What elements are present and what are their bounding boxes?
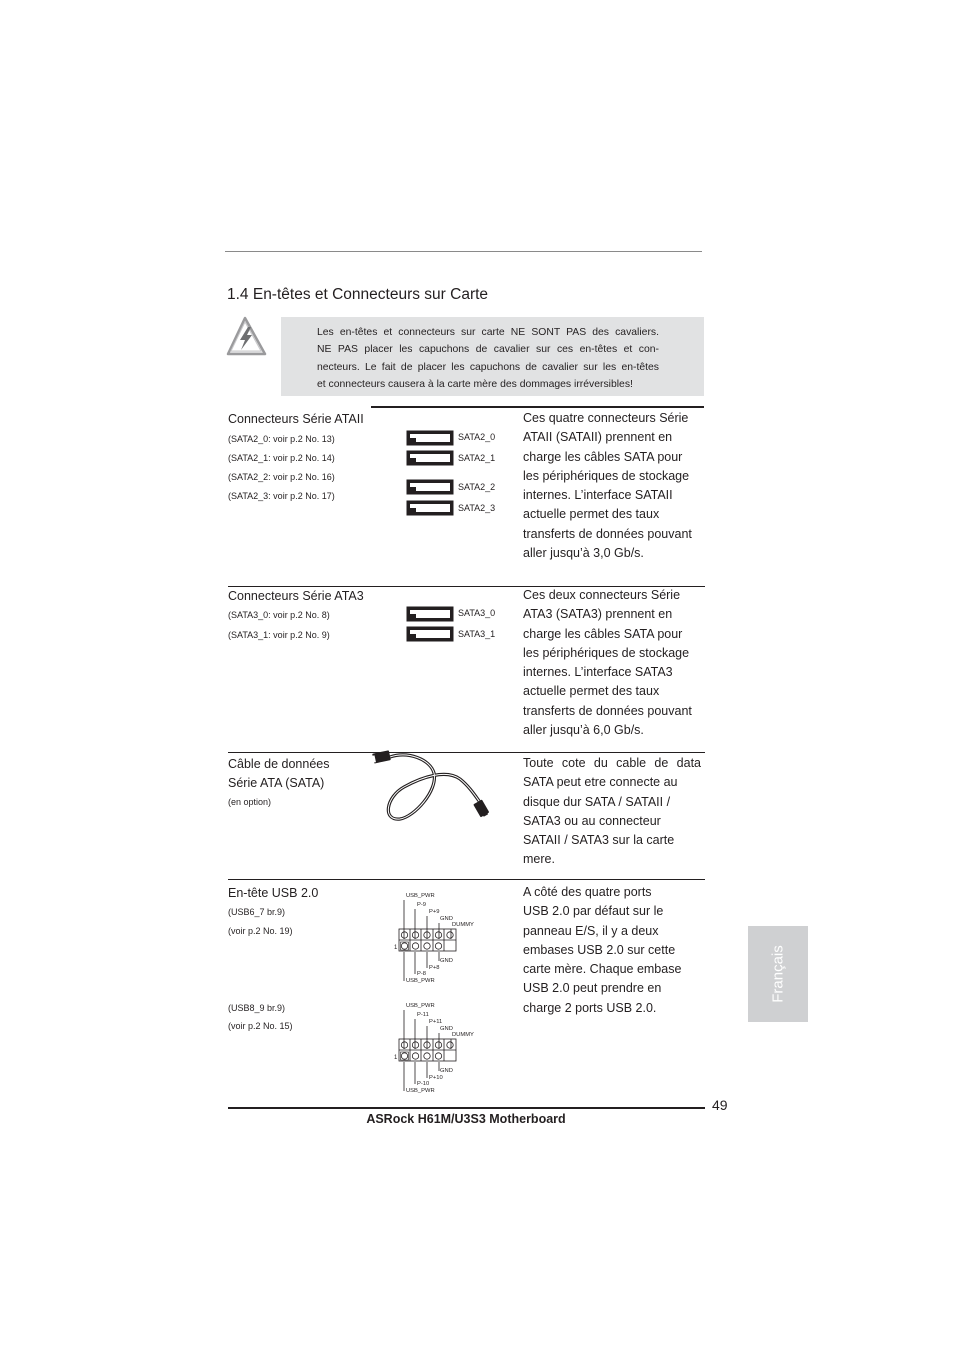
description-line: aller jusqu’à 6,0 Gb/s. (523, 723, 644, 738)
sataii-title: Connecteurs Série ATAII (228, 412, 364, 426)
description-line: embases USB 2.0 sur cette (523, 942, 676, 957)
sata-connector-label: SATA2_1 (458, 453, 496, 463)
description-line: charge les câbles SATA pour (523, 626, 683, 641)
usb-pin-label: GND (440, 1026, 453, 1032)
usb-pin-label: USB_PWR (406, 893, 435, 899)
usb-pin1-label: 1 (394, 945, 398, 951)
usb-pin-label: DUMMY (452, 922, 474, 928)
sataii-ref: (SATA2_3: voir p.2 No. 17) (228, 491, 335, 501)
description-line: les périphériques de stockage (523, 645, 690, 660)
sata-connector-icon (406, 500, 454, 516)
usb-header-diagram (394, 998, 484, 1098)
language-tab-label: Français (769, 945, 787, 1003)
cable-title-line: Série ATA (SATA) (228, 776, 325, 790)
description-line: USB 2.0 par défaut sur le (523, 904, 664, 919)
sata-cable-icon (368, 745, 494, 825)
sata-connector-label: SATA2_2 (458, 482, 496, 492)
usb-pin-label: GND (440, 916, 453, 922)
description-line: actuelle permet des taux (523, 684, 660, 699)
sata-connector-icon (406, 430, 454, 446)
sataii-description (523, 409, 701, 563)
section-divider (228, 879, 705, 880)
usb-pin-label: USB_PWR (406, 978, 435, 984)
description-line: SATAII / SATA3 sur la carte (523, 833, 675, 848)
description-line: mere. (523, 852, 555, 867)
usb-pin-label: USB_PWR (406, 1088, 435, 1094)
language-tab (748, 926, 808, 1022)
sata-connector-icon (406, 450, 454, 466)
usb-pin-label: P-8 (417, 971, 427, 977)
description-line: transferts de données pouvant (523, 526, 692, 541)
warning-text (317, 324, 659, 393)
sata-connector-label: SATA2_3 (458, 503, 496, 513)
usb-pin-label: P+8 (429, 965, 440, 971)
description-line: panneau E/S, il y a deux (523, 923, 659, 938)
usb-header2-ref: (USB8_9 br.9) (228, 1003, 286, 1013)
usb-description (523, 883, 701, 1018)
usb-pin-label: P-11 (417, 1012, 429, 1018)
usb-pin-label: DUMMY (452, 1032, 474, 1038)
description-line: Ces deux connecteurs Série (523, 588, 681, 602)
warning-line: NE PAS placer les capuchons de cavalier sur ces en-têtes et con- (317, 344, 659, 356)
warning-line: et connecteurs causera à la carte mère des dommages irréversibles! (317, 378, 633, 390)
usb-pin-label: P+11 (429, 1019, 443, 1025)
description-line: internes. L’interface SATAII (523, 488, 673, 503)
usb-header1-page: (voir p.2 No. 19) (228, 926, 293, 936)
sata-connector-icon (406, 626, 454, 642)
description-line: transferts de données pouvant (523, 703, 692, 718)
usb-header2-page: (voir p.2 No. 15) (228, 1021, 293, 1031)
usb-pin-label: P+9 (429, 909, 440, 915)
sata-connector-label: SATA3_0 (458, 608, 496, 618)
description-line: SATA peut etre connecte au (523, 775, 678, 790)
footer-text: ASRock H61M/U3S3 Motherboard (366, 1112, 566, 1126)
usb-pin1-label: 1 (394, 1055, 398, 1061)
usb-pin-label: P-10 (417, 1081, 430, 1087)
sataii-ref: (SATA2_1: voir p.2 No. 14) (228, 453, 335, 463)
description-line: disque dur SATA / SATAII / (523, 794, 671, 809)
sata3-title: Connecteurs Série ATA3 (228, 589, 364, 603)
lightning-warning-icon (226, 316, 268, 356)
warning-box (281, 317, 704, 396)
description-line: aller jusqu’à 3,0 Gb/s. (523, 546, 644, 561)
description-line: actuelle permet des taux (523, 507, 660, 522)
description-line: internes. L’interface SATA3 (523, 665, 673, 680)
cable-description (523, 754, 701, 870)
description-line: A côté des quatre ports (523, 885, 652, 899)
sataii-ref: (SATA2_0: voir p.2 No. 13) (228, 434, 335, 444)
sata3-ref: (SATA3_0: voir p.2 No. 8) (228, 610, 330, 620)
description-line: Toute cote du cable de data (523, 756, 701, 770)
section-divider-thick (371, 406, 704, 408)
usb-pin-label: P+10 (429, 1075, 443, 1081)
description-line: carte mère. Chaque embase (523, 962, 682, 977)
sata-connector-label: SATA2_0 (458, 432, 496, 442)
usb-header-diagram (394, 888, 484, 988)
usb-title: En-tête USB 2.0 (228, 886, 319, 900)
usb-pin-label: USB_PWR (406, 1003, 435, 1009)
usb-pin-label: GND (440, 958, 453, 964)
cable-title-line: Câble de données (228, 757, 330, 771)
usb-pin-label: P-9 (417, 902, 427, 908)
description-line: charge 2 ports USB 2.0. (523, 1000, 657, 1015)
page-number: 49 (712, 1097, 728, 1113)
usb-header1-ref: (USB6_7 br.9) (228, 907, 286, 917)
cable-note: (en option) (228, 797, 272, 807)
description-line: SATA3 ou au connecteur (523, 813, 661, 828)
sataii-ref: (SATA2_2: voir p.2 No. 16) (228, 472, 335, 482)
sata-connector-label: SATA3_1 (458, 629, 496, 639)
description-line: les périphériques de stockage (523, 468, 690, 483)
description-line: Ces quatre connecteurs Série (523, 411, 689, 425)
sata-connector-icon (406, 606, 454, 622)
warning-line: necteurs. Le fait de placer les capuchons de cavalier sur les en-têtes (317, 361, 659, 373)
description-line: USB 2.0 peut prendre en (523, 981, 662, 996)
top-rule (225, 251, 702, 252)
sata-connector-icon (406, 479, 454, 495)
usb-pin-label: GND (440, 1068, 453, 1074)
sata3-ref: (SATA3_1: voir p.2 No. 9) (228, 630, 330, 640)
description-line: ATA3 (SATA3) prennent en (523, 607, 673, 622)
footer-rule (228, 1107, 705, 1109)
sata3-description (523, 586, 701, 740)
description-line: charge les câbles SATA pour (523, 449, 683, 464)
section-title: 1.4 En-têtes et Connecteurs sur Carte (227, 286, 489, 303)
description-line: ATAII (SATAII) prennent en (523, 430, 673, 445)
warning-line: Les en-têtes et connecteurs sur carte NE SONT PAS des cavaliers. (317, 327, 659, 338)
